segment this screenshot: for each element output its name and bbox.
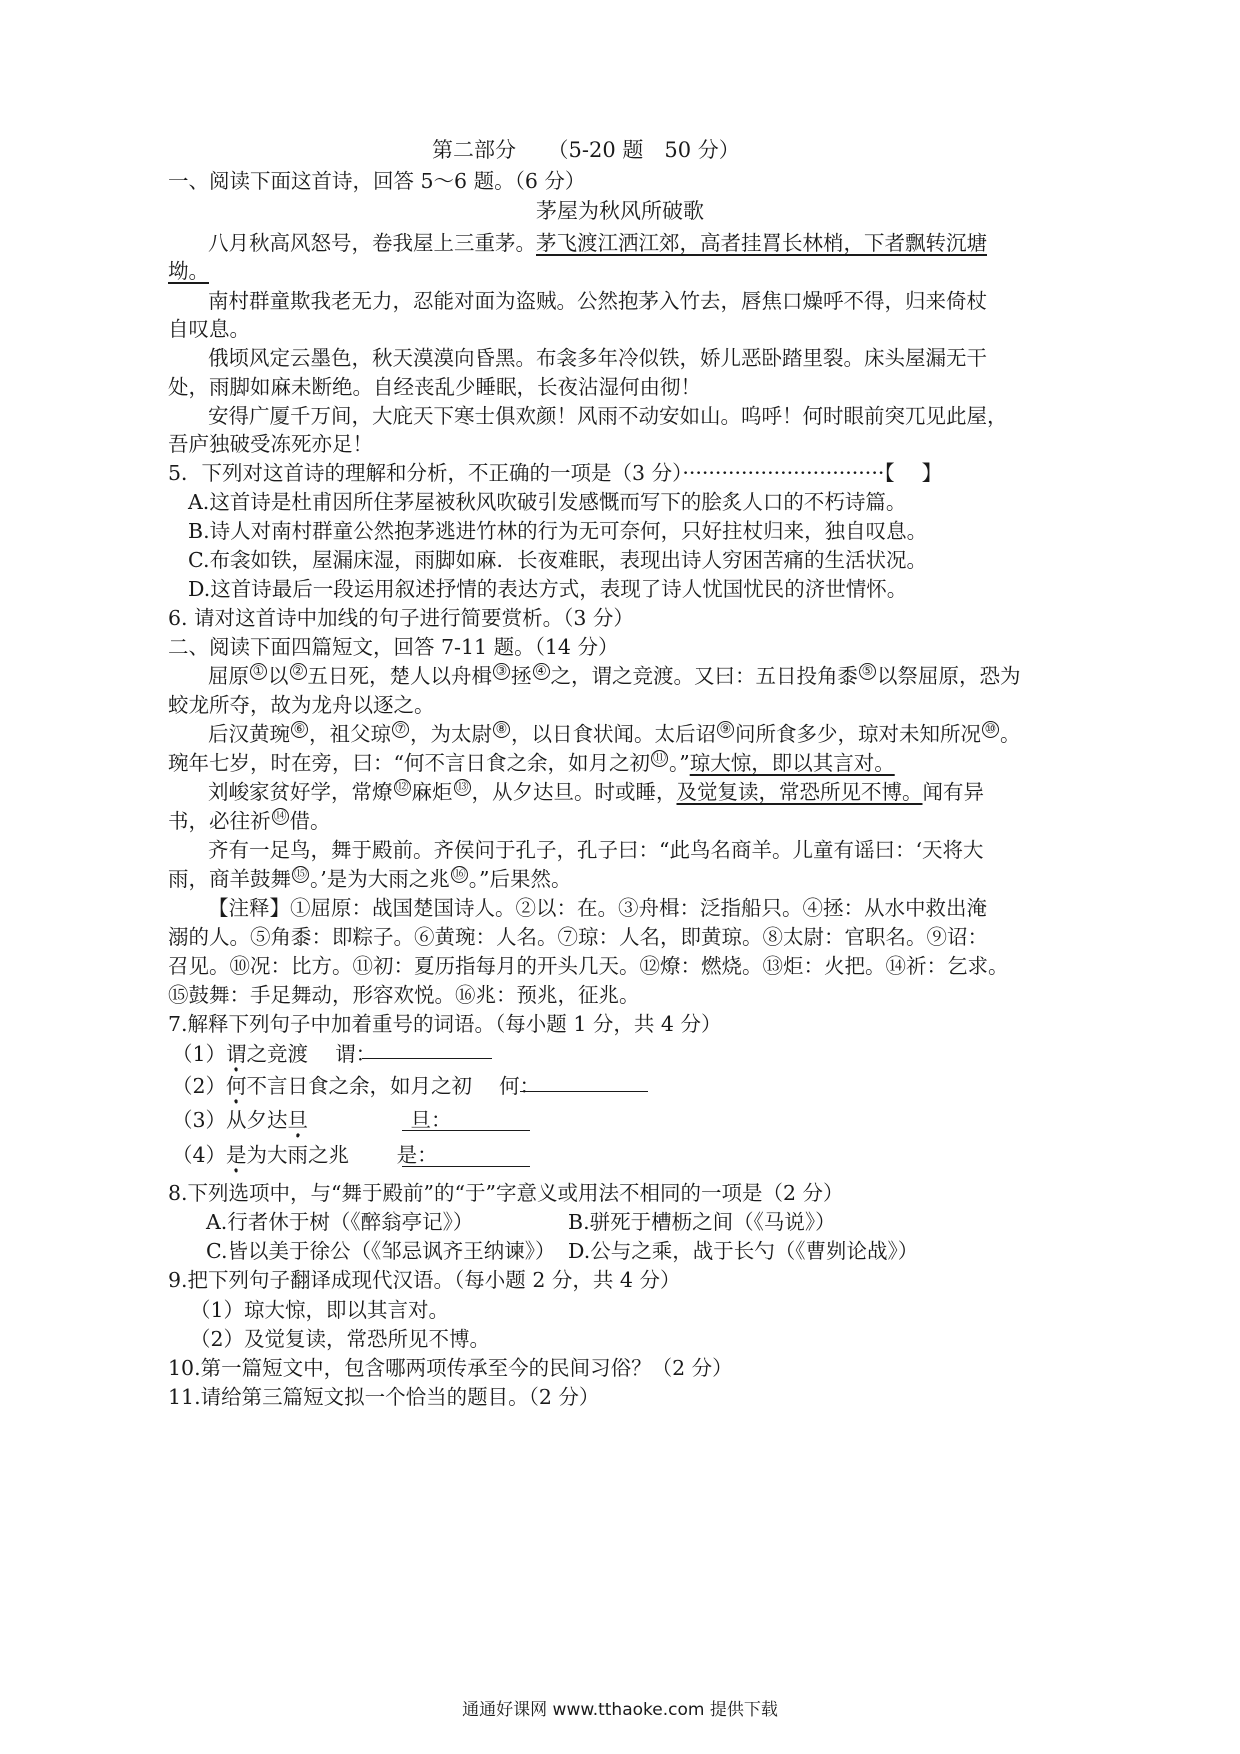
article-text: 。” [668,751,690,775]
article-text: 雨，商羊鼓舞 [168,867,291,891]
poem-line [168,256,209,286]
poem-line: 吾庐独破受冻死亦足！ [168,432,373,456]
article4-line: 齐有一足鸟，舞于殿前。齐侯问于孔子，孔子曰：“此鸟名商羊。儿童有谣曰：‘天将大 [208,838,984,862]
article-text: 之，谓之竞渡。又曰：五日投角黍 [550,664,858,688]
article1-line [208,661,1021,691]
article-text: 拯 [511,664,532,688]
item-number: （3）从夕达 [172,1108,288,1132]
notes-line: ⑮鼓舞：手足舞动，形容欢悦。⑯兆：预兆，征兆。 [168,983,640,1007]
note-marker: ⑤ [859,663,876,680]
poem-text: 八月秋高风怒号，卷我屋上三重茅。 [208,231,536,255]
option-5a: A.这首诗是杜甫因所住茅屋被秋风吹破引发感慨而写下的脍炙人口的不朽诗篇。 [188,490,907,514]
article-text: 刘峻家贫好学，常燎 [208,780,393,804]
article-text: ，从夕达旦。时或睡， [471,780,677,804]
article-text: ，为太尉 [410,722,492,746]
article-text: 屈原 [208,664,249,688]
part-title: 第二部分 （5-20 题 50 分） [432,138,740,162]
poem-line: 处，雨脚如麻未断绝。自经丧乱少睡眠，长夜沾湿何由彻！ [168,375,701,399]
question-5: 5．下列对这首诗的理解和分析，不正确的一项是（3 分）·······························【 】 [168,461,943,485]
article-text: 。”后果然。 [468,867,572,891]
article2-line [168,748,895,778]
poem-line [208,228,987,258]
underlined-poem-text: 茅飞渡江洒江郊，高者挂罥长林梢，下者飘转沉塘 [536,231,987,255]
article-text: 问所食多少，琼对未知所况 [735,722,981,746]
question-9-item-2: （2）及觉复读，常恐所见不博。 [190,1327,491,1351]
emphasized-word: 是 [226,1143,247,1173]
article1-line: 蛟龙所夺，故为龙舟以逐之。 [168,693,435,717]
footer-watermark: 通通好课网 www.tthaoke.com 提供下载 [462,1700,778,1720]
article-text: 。’是为大雨之兆 [310,867,450,891]
question-9-item-1: （1）琼大惊，即以其言对。 [190,1298,450,1322]
option-8b: B.骈死于槽枥之间（《马说》） [568,1210,836,1234]
item-number: （2） [172,1074,227,1098]
question-7-item-4 [172,1140,438,1178]
question-6: 6. 请对这首诗中加线的句子进行简要赏析。（3 分） [168,606,634,630]
note-marker: ⑪ [652,751,666,766]
answer-blank-7-3[interactable] [402,1108,530,1131]
item-text: 旦： [308,1108,452,1132]
emphasized-word: 旦 [288,1108,309,1138]
article4-line [168,864,572,894]
item-number: （4） [172,1143,227,1167]
article-text: ，祖父琼 [309,722,391,746]
poem-line: 自叹息。 [168,317,250,341]
article3-line [208,777,984,807]
article-text: 以祭屈原，恐为 [877,664,1021,688]
item-text: 之竞渡 谓： [246,1042,377,1066]
item-text: 不言日食之余，如月之初 何： [246,1074,541,1098]
answer-blank-7-1[interactable] [362,1036,492,1059]
option-5d: D.这首诗最后一段运用叙述抒情的表达方式，表现了诗人忧国忧民的济世情怀。 [188,577,908,601]
option-8a: A.行者休于树（《醉翁亭记》） [206,1210,474,1234]
note-marker: ⑮ [293,867,307,882]
question-7-item-2 [172,1071,540,1109]
article-text: 借。 [289,809,331,833]
note-marker: ⑨ [717,721,734,738]
underlined-poem-text: 坳。 [168,259,209,283]
question-11: 11.请给第三篇短文拟一个恰当的题目。（2 分） [168,1385,600,1409]
item-number: （1） [172,1042,227,1066]
poem-line: 俄顷风定云墨色，秋天漠漠向昏黑。布衾多年冷似铁，娇儿恶卧踏里裂。床头屋漏无干 [208,346,987,370]
notes-line: 溺的人。⑤角黍：即粽子。⑥黄琬：人名。⑦琼：人名，即黄琼。⑧太尉：官职名。⑨诏： [168,925,988,949]
option-8d: D.公与之乘，战于长勺（《曹刿论战》） [568,1239,919,1263]
note-marker: ⑦ [392,721,409,738]
emphasized-word: 谓 [226,1042,247,1072]
option-5b: B.诗人对南村群童公然抱茅逃进竹林的行为无可奈何，只好拄杖归来，独自叹息。 [188,519,928,543]
article-text: 琬年七岁，时在旁，曰：“何不言日食之余，如月之初 [168,751,650,775]
notes-line: 【注释】①屈原：战国楚国诗人。②以：在。③舟楫：泛指船只。④拯：从水中救出淹 [208,896,987,920]
section2-intro: 二、阅读下面四篇短文，回答 7-11 题。（14 分） [168,635,619,659]
note-marker: ④ [533,663,550,680]
notes-line: 召见。⑩况：比方。⑪初：夏历指每月的开头几天。⑫燎：燃烧。⑬炬：火把。⑭祈：乞求。 [168,954,1009,978]
question-7: 7.解释下列句子中加着重号的词语。（每小题 1 分，共 4 分） [168,1012,722,1036]
note-marker: ⑧ [493,721,510,738]
article-text: 。 [1000,722,1021,746]
answer-blank-7-2[interactable] [520,1069,648,1092]
article-text: ，以日食状闻。太后诏 [511,722,716,746]
emphasized-word: 何 [226,1074,247,1104]
article-text: 后汉黄琬 [208,722,290,746]
note-marker: ⑭ [273,809,287,824]
note-marker: ⑬ [455,780,469,795]
option-5c: C.布衾如铁，屋漏床湿，雨脚如麻．长夜难眠，表现出诗人穷困苦痛的生活状况。 [188,548,927,572]
question-8: 8.下列选项中，与“舞于殿前”的“于”字意义或用法不相同的一项是（2 分） [168,1181,844,1205]
note-marker: ③ [493,663,510,680]
question-9: 9.把下列句子翻译成现代汉语。（每小题 2 分，共 4 分） [168,1268,681,1292]
note-marker: ⑯ [452,867,466,882]
note-marker: ⑩ [982,721,999,738]
article-text: 以 [268,664,289,688]
note-marker: ① [250,663,267,680]
underlined-article-text: 琼大惊，即以其言对。 [689,751,895,775]
note-marker: ⑥ [291,721,308,738]
option-8c: C.皆以美于徐公（《邹忌讽齐王纳谏》） [206,1239,556,1263]
poem-line: 安得广厦千万间，大庇天下寒士俱欢颜！风雨不动安如山。呜呼！何时眼前突兀见此屋， [208,404,1008,428]
article-text: 书，必往祈 [168,809,271,833]
underlined-article-text: 及觉复读，常恐所见不博。 [676,780,923,804]
article3-line [168,806,331,836]
poem-line: 南村群童欺我老无力，忍能对面为盗贼。公然抱茅入竹去，唇焦口燥呼不得，归来倚杖 [208,289,987,313]
note-marker: ⑫ [395,780,409,795]
section1-intro: 一、阅读下面这首诗，回答 5～6 题。（6 分） [168,169,586,193]
article-text: 五日死，楚人以舟楫 [307,664,492,688]
article-text: 麻炬 [411,780,453,804]
poem-title: 茅屋为秋风所破歌 [536,199,704,223]
article-text: 闻有异 [922,780,984,804]
note-marker: ② [290,663,307,680]
item-text: 为大雨之兆 是： [246,1143,438,1167]
question-10: 10.第一篇短文中，包含哪两项传承至今的民间习俗？（2 分） [168,1356,733,1380]
answer-blank-7-4[interactable] [402,1144,530,1167]
article2-line [208,719,1021,749]
